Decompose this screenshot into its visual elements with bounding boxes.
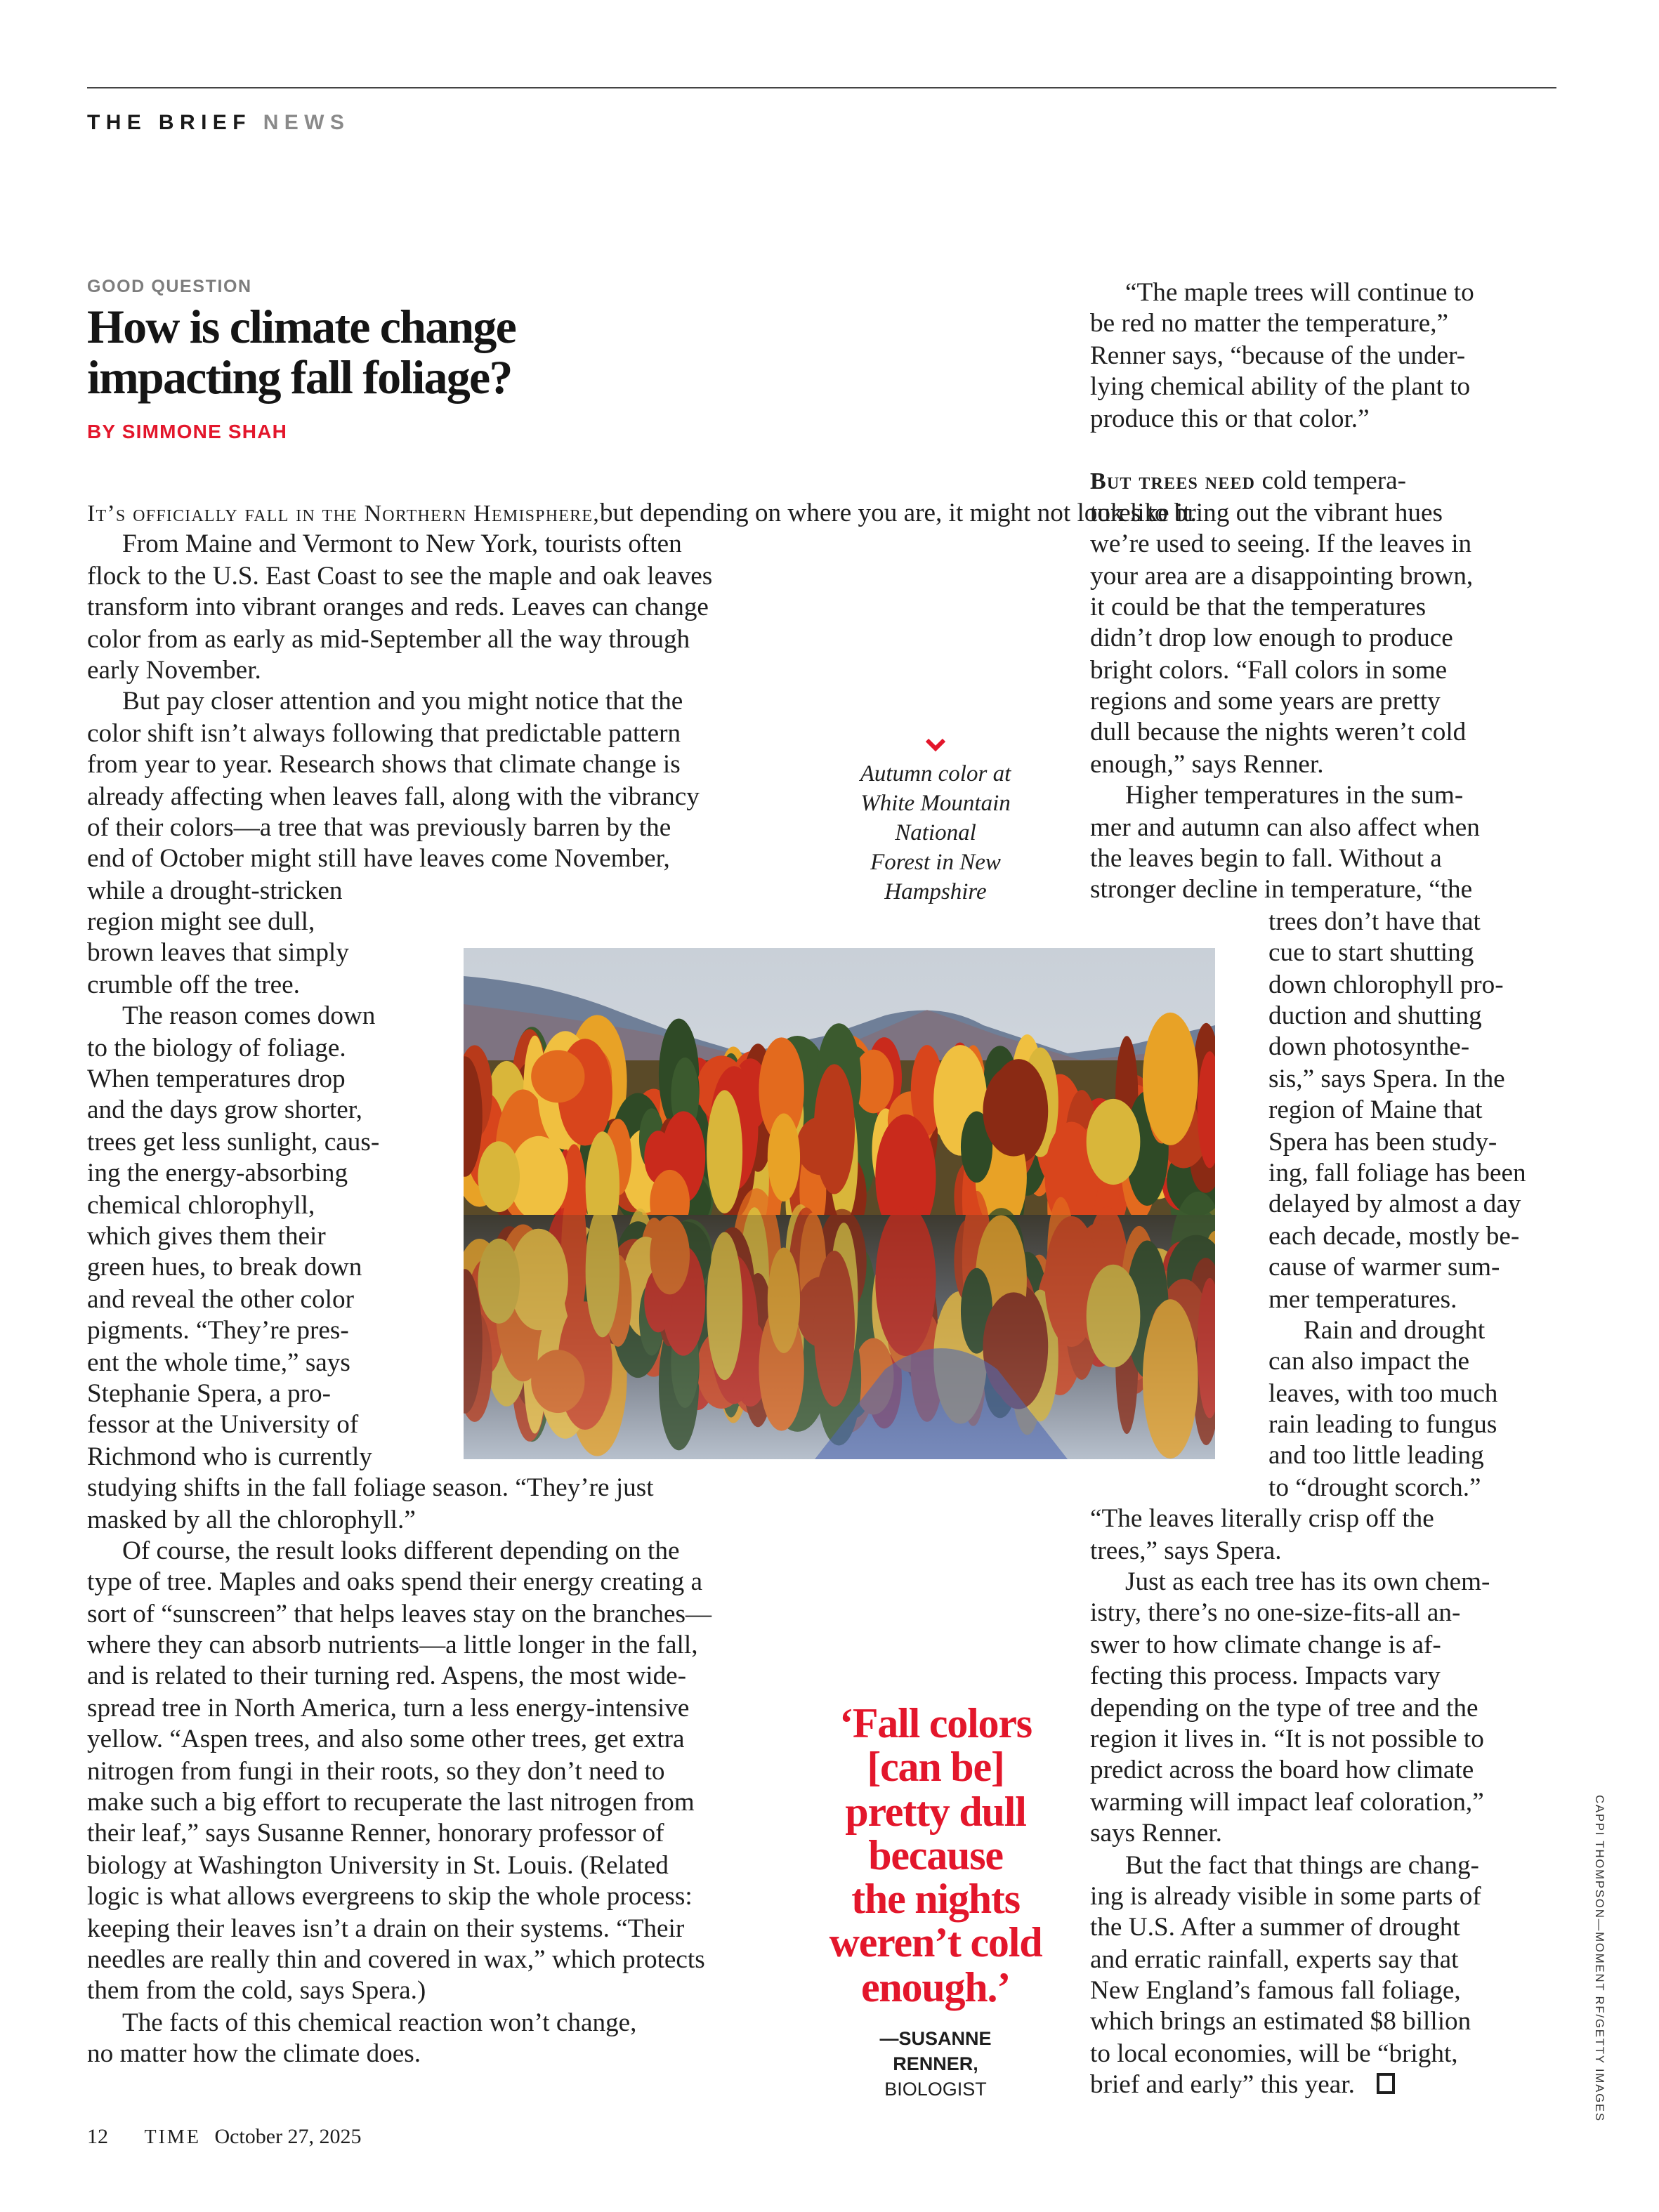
text-line	[87, 1631, 1197, 1662]
text-line	[1090, 750, 1526, 782]
line-text: them from the cold, says Spera.)	[87, 1976, 426, 2006]
line-text: the U.S. After a summer of drought	[1090, 1913, 1460, 1943]
tree-reflection	[1143, 1299, 1198, 1459]
line-text: The facts of this chemical reaction won’t change,	[122, 2008, 637, 2038]
text-line	[1090, 1788, 1526, 1819]
line-text: to “drought scorch.”	[1268, 1473, 1481, 1503]
text-line	[87, 1473, 1197, 1505]
line-text: trees don’t have that	[1268, 907, 1481, 937]
text-line	[1090, 2008, 1526, 2039]
line-text: it could be that the temperatures	[1090, 592, 1427, 622]
line-text: sort of “sunscreen” that helps leaves stay on the branches—	[87, 1599, 712, 1629]
headline-line: impacting fall foliage?	[87, 353, 512, 404]
headline-line: How is climate change	[87, 302, 516, 354]
text-line	[87, 624, 1197, 656]
text-line	[1090, 624, 1526, 656]
line-text: rain leading to fungus	[1268, 1410, 1497, 1440]
text-line	[1090, 467, 1526, 499]
line-text: trees,” says Spera.	[1090, 1536, 1282, 1566]
kicker: GOOD QUESTION	[87, 277, 252, 296]
text-line	[1268, 970, 1526, 1001]
line-text: to local economies, will be “bright,	[1090, 2039, 1458, 2069]
headline	[87, 303, 677, 404]
pull-quote	[815, 1702, 1056, 2010]
line-text: end of October might still have leaves come November,	[87, 844, 670, 874]
text-line	[1268, 1221, 1526, 1253]
text-line	[1090, 1976, 1526, 2008]
text-line	[87, 562, 1197, 593]
line-text: Spera has been study-	[1268, 1127, 1497, 1157]
line-text: but depending on where you are, it might not look like it.	[599, 499, 1197, 528]
line-text: transform into vibrant oranges and reds. Leaves can change	[87, 593, 709, 623]
line-text: dull because the nights weren’t cold	[1090, 718, 1467, 748]
line-text: brown leaves that simply	[87, 938, 349, 968]
text-line	[1090, 341, 1526, 373]
text-line	[1268, 1284, 1526, 1316]
text-line	[1090, 529, 1526, 561]
line-text: the leaves begin to fall. Without a	[1090, 844, 1442, 874]
line-text: and is related to their turning red. Aspens, the most wide-	[87, 1661, 687, 1692]
text-line	[1090, 1914, 1526, 1945]
photo-credit-text: CAPPI THOMPSON—MOMENT RF/GETTY IMAGES	[1593, 1795, 1607, 2122]
text-line	[1268, 1033, 1526, 1065]
line-text: their leaf,” says Susanne Renner, honorary professor of	[87, 1819, 664, 1849]
tree	[768, 1114, 800, 1202]
line-text: depending on the type of tree and the	[1090, 1693, 1478, 1723]
section-label	[87, 111, 350, 135]
tree-reflection	[814, 1251, 855, 1407]
line-text: logic is what allows evergreens to skip the whole process:	[87, 1882, 693, 1912]
issue-date: October 27, 2025	[214, 2126, 362, 2149]
line-text: type of tree. Maples and oaks spend their energy creating a	[87, 1567, 702, 1598]
text-line	[1090, 498, 1526, 529]
photo-credit	[1576, 1795, 1607, 2122]
text-line	[1090, 372, 1526, 404]
line-text: ing the energy-absorbing	[87, 1159, 348, 1189]
line-text: flock to the U.S. East Coast to see the maple and oak leaves	[87, 561, 713, 591]
tree-reflection	[586, 1206, 619, 1338]
line-text: But pay closer attention and you might notice that the	[122, 687, 683, 717]
text-line	[87, 656, 1197, 687]
line-text: already affecting when leaves fall, along with the vibrancy	[87, 782, 700, 812]
caption-line: Autumn color at	[860, 760, 1011, 786]
tree-reflection	[707, 1232, 742, 1381]
line-text: ent the whole time,” says	[87, 1348, 350, 1378]
line-text: and erratic rainfall, experts say that	[1090, 1944, 1459, 1975]
text-line	[1268, 1159, 1526, 1190]
text-line	[1090, 593, 1526, 624]
line-text: says Renner.	[1090, 1819, 1222, 1849]
text-line	[1268, 1253, 1526, 1284]
line-text: spread tree in North America, turn a less energy-intensive	[87, 1693, 690, 1723]
tree-reflection	[875, 1205, 936, 1356]
tree	[1143, 1013, 1198, 1145]
line-text: brief and early” this year.	[1090, 2070, 1355, 2100]
text-line	[1090, 2039, 1526, 2071]
chevron-down-icon	[926, 739, 945, 753]
line-text: cold tempera-	[1255, 466, 1406, 496]
line-text: color shift isn’t always following that predictable pattern	[87, 718, 681, 749]
text-line	[1268, 1473, 1526, 1505]
line-text: Higher temperatures in the sum-	[1125, 781, 1464, 811]
line-text: make such a big effort to recuperate the last nitrogen from	[87, 1788, 695, 1818]
line-text: fessor at the University of	[87, 1410, 359, 1440]
line-text: of their colors—a tree that was previously barren by the	[87, 812, 671, 843]
line-text: swer to how climate change is af-	[1090, 1630, 1441, 1660]
line-text: nitrogen from fungi in their roots, so they don’t need to	[87, 1756, 665, 1786]
text-line	[1090, 1536, 1526, 1567]
line-text: region might see dull,	[87, 907, 315, 937]
caption-line: White Mountain	[860, 789, 1011, 816]
line-text: down photosynthe-	[1268, 1032, 1470, 1062]
line-text: New England’s famous fall foliage,	[1090, 1976, 1461, 2006]
line-text: Richmond who is currently	[87, 1442, 372, 1472]
text-line	[1268, 1127, 1526, 1159]
line-text: delayed by almost a day	[1268, 1190, 1521, 1220]
byline: BY SIMMONE SHAH	[87, 420, 288, 442]
line-text: needles are really thin and covered in wax,” which protects	[87, 1944, 705, 1975]
text-line	[1090, 1599, 1526, 1631]
text-line	[1090, 1631, 1526, 1662]
line-text: warming will impact leaf coloration,”	[1090, 1787, 1484, 1817]
photo-caption	[829, 758, 1042, 906]
line-text: and the days grow shorter,	[87, 1095, 362, 1126]
line-text: pigments. “They’re pres-	[87, 1316, 349, 1346]
line-text: But the fact that things are chang-	[1125, 1850, 1479, 1881]
line-text: green hues, to break down	[87, 1253, 362, 1283]
line-text: Just as each tree has its own chem-	[1125, 1567, 1490, 1598]
line-text: biology at Washington University in St. Louis. (Related	[87, 1850, 669, 1881]
footer	[87, 2126, 362, 2150]
text-line	[1090, 718, 1526, 750]
line-text: crumble off the tree.	[87, 970, 300, 1000]
line-text: can also impact the	[1268, 1347, 1470, 1377]
text-line	[1268, 1442, 1526, 1473]
line-text: no matter how the climate does.	[87, 2039, 421, 2069]
magazine-name: TIME	[144, 2128, 201, 2149]
line-text: which gives them their	[87, 1221, 326, 1251]
pull-quote-line: enough.’	[860, 1964, 1011, 2011]
text-line	[87, 687, 1197, 719]
tree	[478, 1141, 520, 1212]
line-text: enough,” says Renner.	[1090, 749, 1324, 779]
text-line	[87, 907, 1197, 939]
text-line	[1268, 1065, 1526, 1096]
line-text: produce this or that color.”	[1090, 404, 1370, 434]
line-text: mer and autumn can also affect when	[1090, 812, 1480, 843]
text-line	[1090, 1882, 1526, 1914]
text-line	[1090, 782, 1526, 813]
line-text: sis,” says Spera. In the	[1268, 1064, 1505, 1094]
tree	[983, 1065, 1044, 1156]
line-text: From Maine and Vermont to New York, tourists often	[122, 529, 682, 560]
text-line	[1268, 1095, 1526, 1127]
pull-quote-line: ‘Fall colors	[839, 1701, 1032, 1747]
text-line	[1090, 1819, 1526, 1850]
text-line	[1090, 844, 1526, 876]
line-text: cue to start shutting	[1268, 938, 1474, 968]
caption-line: Hampshire	[884, 878, 987, 904]
line-text: from year to year. Research shows that climate change is	[87, 750, 681, 780]
attribution-name: RENNER,	[893, 2053, 978, 2074]
line-text: “The maple trees will continue to	[1125, 278, 1474, 308]
pull-quote-line: pretty dull	[845, 1789, 1026, 1836]
line-text: tures to bring out the vibrant hues	[1090, 498, 1443, 528]
page-number: 12	[87, 2126, 108, 2149]
line-text: color from as early as mid-September all the way through	[87, 624, 690, 654]
text-line	[1090, 655, 1526, 687]
line-text: and too little leading	[1268, 1441, 1484, 1471]
line-text: cause of warmer sum-	[1268, 1253, 1500, 1283]
line-text: down chlorophyll pro-	[1268, 970, 1504, 1000]
attribution-role: BIOLOGIST	[884, 2079, 987, 2100]
text-line	[87, 1662, 1197, 1694]
text-line	[1090, 278, 1526, 310]
text-line	[87, 1599, 1197, 1631]
line-text: stronger decline in temperature, “the	[1090, 875, 1473, 905]
line-text: masked by all the chlorophyll.”	[87, 1505, 416, 1534]
line-text: and reveal the other color	[87, 1284, 354, 1315]
foliage-photo	[464, 948, 1215, 1459]
line-text: where they can absorb nutrients—a little longer in the fall,	[87, 1631, 698, 1661]
line-text: which brings an estimated $8 billion	[1090, 2007, 1471, 2037]
pull-quote-line: because	[868, 1832, 1003, 1879]
line-text: yellow. “Aspen trees, and also some other trees, get extra	[87, 1725, 685, 1755]
text-line	[87, 718, 1197, 750]
line-text: your area are a disappointing brown,	[1090, 561, 1474, 591]
line-text: while a drought-stricken	[87, 876, 343, 906]
line-text: istry, there’s no one-size-fits-all an-	[1090, 1598, 1461, 1628]
tree-reflection	[478, 1239, 520, 1324]
text-line	[1090, 1504, 1526, 1536]
text-line	[1090, 1850, 1526, 1882]
line-text: predict across the board how climate	[1090, 1756, 1474, 1786]
text-line	[1090, 2071, 1526, 2102]
subsection-name: NEWS	[263, 111, 350, 135]
line-text: to the biology of foliage.	[87, 1033, 346, 1063]
pull-quote-line: [can be]	[867, 1744, 1004, 1791]
text-line	[1090, 1756, 1526, 1788]
line-text: “The leaves literally crisp off the	[1090, 1504, 1434, 1534]
text-line	[1090, 310, 1526, 341]
line-text: early November.	[87, 655, 261, 685]
text-line	[87, 530, 1197, 562]
text-line	[1090, 1944, 1526, 1976]
line-text: studying shifts in the fall foliage season. “They’re just	[87, 1473, 654, 1503]
line-text: When temperatures drop	[87, 1065, 346, 1095]
tree-reflection	[1087, 1265, 1141, 1368]
text-line	[1090, 1693, 1526, 1725]
line-text: chemical chlorophyll,	[87, 1190, 315, 1220]
line-text: Rain and drought	[1304, 1315, 1486, 1345]
text-line	[87, 1568, 1197, 1600]
pull-quote-line: weren’t cold	[829, 1920, 1042, 1967]
text-line	[87, 593, 1197, 624]
text-line	[87, 1505, 1197, 1536]
line-text: duction and shutting	[1268, 1001, 1482, 1031]
text-line	[1268, 1316, 1526, 1348]
line-text: regions and some years are pretty	[1090, 687, 1441, 717]
tree-reflection	[531, 1350, 584, 1413]
line-text: leaves, with too much	[1268, 1378, 1498, 1409]
line-text: Of course, the result looks different depending on the	[122, 1536, 680, 1566]
line-text: trees get less sunlight, caus-	[87, 1127, 380, 1157]
line-text: mer temperatures.	[1268, 1284, 1457, 1314]
text-line	[1090, 876, 1526, 907]
line-text: bright colors. “Fall colors in some	[1090, 655, 1448, 685]
line-text: be red no matter the temperature,”	[1090, 309, 1449, 339]
text-line	[1268, 1348, 1526, 1379]
line-text: ing, fall foliage has been	[1268, 1158, 1526, 1188]
end-mark-icon	[1377, 2074, 1396, 2095]
line-text: lying chemical ability of the plant to	[1090, 372, 1471, 402]
caption-line: National	[895, 819, 976, 845]
line-text: Stephanie Spera, a pro-	[87, 1378, 331, 1409]
line-text: Renner says, “because of the under-	[1090, 341, 1466, 371]
text-line	[87, 1536, 1197, 1568]
line-text: region of Maine that	[1268, 1095, 1483, 1126]
tree	[531, 1050, 584, 1102]
text-line	[1268, 1190, 1526, 1222]
tree-reflection	[768, 1248, 800, 1353]
text-line	[1090, 687, 1526, 718]
text-line	[1268, 1001, 1526, 1033]
text-line	[1268, 938, 1526, 970]
text-line	[1090, 435, 1526, 467]
text-line	[1268, 907, 1526, 939]
text-line	[1090, 561, 1526, 593]
line-text: The reason comes down	[122, 1001, 376, 1032]
tree-reflection	[650, 1216, 690, 1295]
text-line	[1268, 1410, 1526, 1442]
text-line	[1090, 1725, 1526, 1756]
caption-line: Forest in New	[870, 848, 1001, 875]
section-name: THE BRIEF	[87, 111, 251, 135]
text-line	[1268, 1378, 1526, 1410]
tree	[814, 1064, 855, 1194]
text-line	[1090, 404, 1526, 435]
line-text: we’re used to seeing. If the leaves in	[1090, 529, 1472, 560]
line-text: keeping their leaves isn’t a drain on their systems. “Their	[87, 1914, 685, 1944]
line-text: region it lives in. “It is not possible to	[1090, 1724, 1484, 1754]
line-text: each decade, mostly be-	[1268, 1221, 1520, 1251]
line-text: ing is already visible in some parts of	[1090, 1881, 1481, 1911]
text-line	[1090, 1567, 1526, 1599]
top-rule	[87, 87, 1556, 88]
pull-quote-line: the nights	[851, 1876, 1020, 1923]
line-text: fecting this process. Impacts vary	[1090, 1661, 1441, 1692]
text-line	[87, 499, 1197, 530]
attribution-name: —SUSANNE	[879, 2028, 992, 2049]
tree	[707, 1090, 742, 1213]
text-line	[1090, 1661, 1526, 1693]
pull-quote-attribution	[829, 2027, 1042, 2102]
text-line	[1090, 812, 1526, 844]
tree	[1087, 1099, 1141, 1185]
tree-reflection	[561, 1182, 587, 1326]
line-text: didn’t drop low enough to produce	[1090, 624, 1453, 654]
lead-in: It’s officially fall in the Northern Hemisphere,	[87, 500, 600, 527]
lead-in: But trees need	[1090, 468, 1256, 495]
